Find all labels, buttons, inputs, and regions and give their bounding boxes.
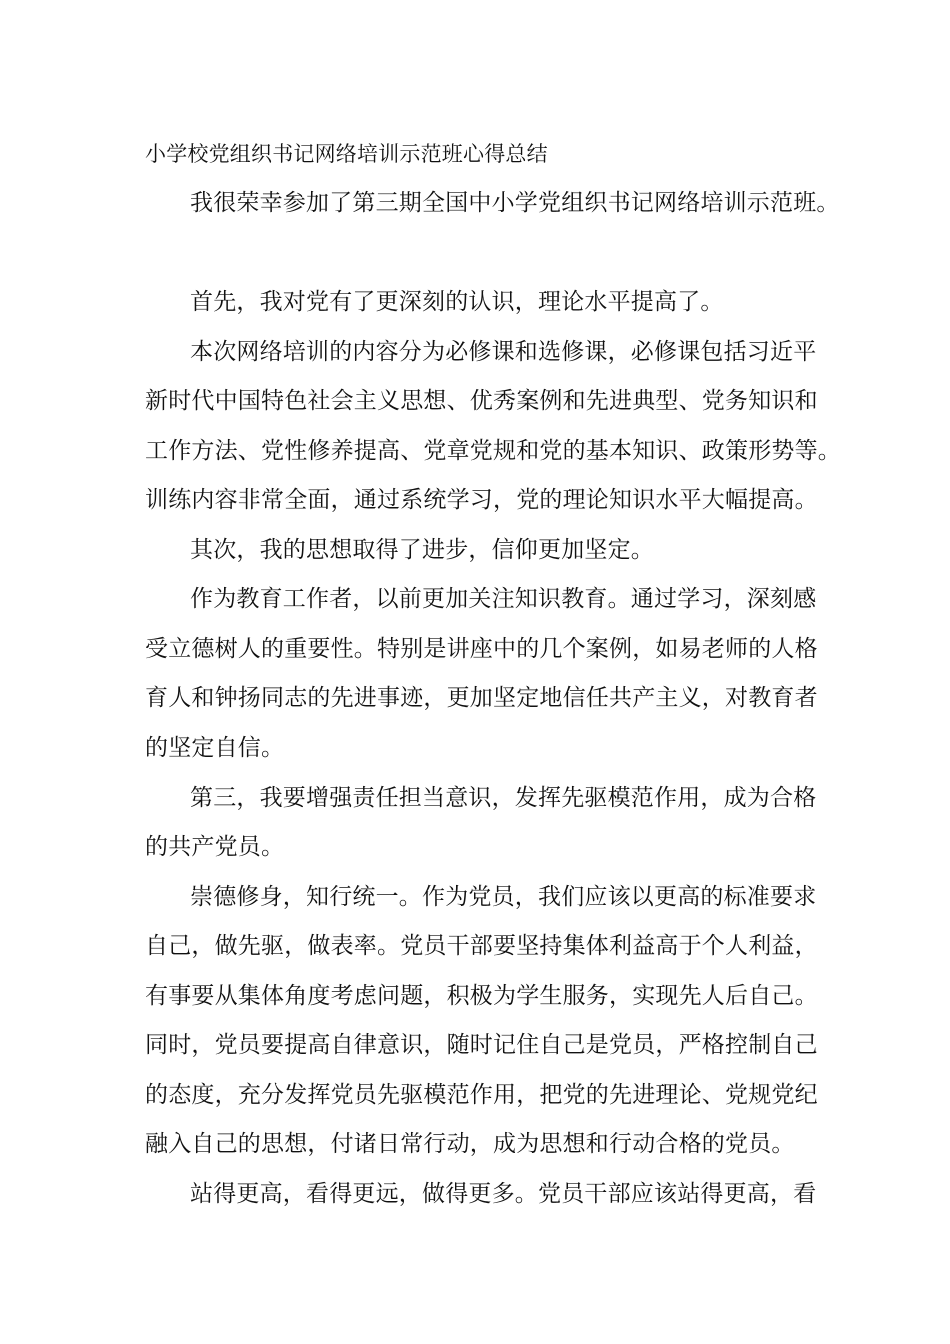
paragraph-line: 的态度，充分发挥党员先驱模范作用，把党的先进理论、党规党纪	[145, 1082, 818, 1108]
paragraph-line: 本次网络培训的内容分为必修课和选修课，必修课包括习近平	[190, 339, 817, 365]
paragraph-line: 育人和钟扬同志的先进事迹，更加坚定地信任共产主义，对教育者	[145, 685, 818, 711]
paragraph-line: 的共产党员。	[145, 834, 285, 860]
paragraph-line: 的坚定自信。	[145, 735, 285, 761]
paragraph-line: 自己，做先驱，做表率。党员干部要坚持集体利益高于个人利益，	[145, 933, 818, 959]
paragraph-line: 其次，我的思想取得了进步，信仰更加坚定。	[190, 537, 654, 563]
paragraph-line: 工作方法、党性修养提高、党章党规和党的基本知识、政策形势等。	[145, 438, 841, 464]
paragraph-line: 有事要从集体角度考虑问题，积极为学生服务，实现先人后自己。	[145, 983, 818, 1009]
paragraph-line: 融入自己的思想，付诸日常行动，成为思想和行动合格的党员。	[145, 1131, 795, 1157]
paragraph-line: 我很荣幸参加了第三期全国中小学党组织书记网络培训示范班。	[190, 190, 840, 216]
paragraph-line: 作为教育工作者，以前更加关注知识教育。通过学习，深刻感	[190, 586, 817, 612]
paragraph-line: 新时代中国特色社会主义思想、优秀案例和先进典型、党务知识和	[145, 388, 818, 414]
paragraph-line: 崇德修身，知行统一。作为党员，我们应该以更高的标准要求	[190, 884, 817, 910]
paragraph-line: 训练内容非常全面，通过系统学习，党的理论知识水平大幅提高。	[145, 487, 818, 513]
paragraph-line: 第三，我要增强责任担当意识，发挥先驱模范作用，成为合格	[190, 785, 817, 811]
paragraph-line: 站得更高，看得更远，做得更多。党员干部应该站得更高，看	[190, 1181, 817, 1207]
paragraph-line: 受立德树人的重要性。特别是讲座中的几个案例，如易老师的人格	[145, 636, 818, 662]
paragraph-line: 首先，我对党有了更深刻的认识，理论水平提高了。	[190, 289, 724, 315]
document-title: 小学校党组织书记网络培训示范班心得总结	[145, 142, 548, 166]
paragraph-line: 同时，党员要提高自律意识，随时记住自己是党员，严格控制自己	[145, 1032, 818, 1058]
